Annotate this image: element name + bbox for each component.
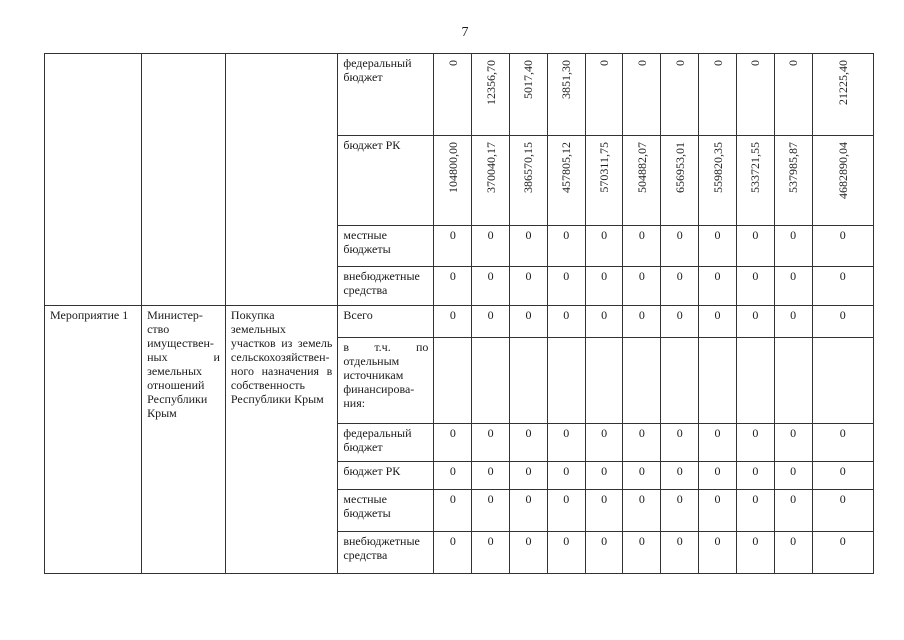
cell-value: 0 — [752, 464, 759, 478]
table-cell — [547, 136, 585, 226]
cell-value: 0 — [449, 492, 456, 506]
cell-value: 0 — [839, 534, 846, 548]
cell-value: 0 — [445, 60, 460, 66]
cell-value: 0 — [839, 308, 846, 322]
cell-value: 0 — [839, 492, 846, 506]
cell-value: 0 — [676, 228, 683, 242]
table-cell — [510, 226, 548, 267]
table-cell — [736, 462, 774, 490]
cell-value: 0 — [790, 308, 797, 322]
table-cell — [547, 267, 585, 306]
cell-value: 0 — [748, 60, 763, 66]
cell-value: 0 — [601, 308, 608, 322]
table-cell — [472, 532, 510, 574]
cell-value: 0 — [839, 464, 846, 478]
source-label: местные бюджеты — [338, 490, 434, 532]
table-cell — [434, 267, 472, 306]
table-cell — [585, 226, 623, 267]
cell-value: 0 — [563, 492, 570, 506]
table-cell — [585, 462, 623, 490]
table-cell-empty — [547, 338, 585, 424]
cell-value: 0 — [638, 308, 645, 322]
cell-value: 0 — [487, 464, 494, 478]
table-cell — [510, 424, 548, 462]
table-cell-empty — [472, 338, 510, 424]
table-cell — [812, 532, 873, 574]
source-label: внебюджетные средства — [338, 267, 434, 306]
table-cell — [623, 462, 661, 490]
cell-value: 0 — [634, 60, 649, 66]
cell-value: 0 — [786, 60, 801, 66]
table-cell — [547, 226, 585, 267]
table-cell-empty — [661, 338, 699, 424]
description-cell-empty — [225, 54, 337, 306]
executor-name: Министер-ство имуществен-ных и земельных отношений Республики Крым — [142, 306, 226, 574]
table-row — [45, 306, 874, 338]
cell-value: 0 — [487, 534, 494, 548]
table-row — [45, 54, 874, 136]
table-cell — [623, 226, 661, 267]
cell-value: 0 — [601, 534, 608, 548]
budget-table — [44, 53, 874, 574]
cell-value: 0 — [752, 534, 759, 548]
table-cell — [661, 532, 699, 574]
table-cell — [472, 54, 510, 136]
table-cell — [661, 490, 699, 532]
table-cell — [774, 424, 812, 462]
cell-value: 0 — [676, 464, 683, 478]
cell-value: 0 — [676, 534, 683, 548]
table-cell — [547, 462, 585, 490]
cell-value: 0 — [525, 308, 532, 322]
cell-value: 0 — [563, 464, 570, 478]
table-cell — [699, 226, 737, 267]
table-cell — [623, 267, 661, 306]
source-label: местные бюджеты — [338, 226, 434, 267]
table-cell — [812, 490, 873, 532]
cell-value: 0 — [601, 269, 608, 283]
cell-value: 0 — [638, 228, 645, 242]
table-cell — [774, 226, 812, 267]
cell-value: 0 — [752, 426, 759, 440]
cell-value: 0 — [714, 534, 721, 548]
table-cell — [661, 226, 699, 267]
table-cell — [585, 424, 623, 462]
table-cell — [774, 267, 812, 306]
table-cell — [736, 306, 774, 338]
table-cell-empty — [585, 338, 623, 424]
table-cell — [623, 424, 661, 462]
cell-value: 570311,75 — [597, 142, 612, 193]
table-cell — [699, 267, 737, 306]
table-cell — [699, 532, 737, 574]
table-cell — [736, 136, 774, 226]
cell-value: 0 — [752, 308, 759, 322]
table-cell — [585, 267, 623, 306]
cell-value: 0 — [790, 534, 797, 548]
table-cell — [623, 490, 661, 532]
table-cell — [585, 532, 623, 574]
table-cell — [812, 306, 873, 338]
cell-value: 0 — [790, 228, 797, 242]
cell-value: 0 — [525, 426, 532, 440]
table-cell — [812, 424, 873, 462]
table-cell — [774, 490, 812, 532]
cell-value: 533721,55 — [748, 142, 763, 193]
source-label: бюджет РК — [338, 462, 434, 490]
table-cell — [699, 462, 737, 490]
cell-value: 0 — [449, 228, 456, 242]
executor-cell-empty — [142, 54, 226, 306]
table-cell — [472, 306, 510, 338]
cell-value: 0 — [601, 228, 608, 242]
table-cell — [434, 226, 472, 267]
table-cell — [547, 490, 585, 532]
table-cell — [774, 532, 812, 574]
table-cell — [661, 54, 699, 136]
table-cell — [699, 136, 737, 226]
cell-value: 3851,30 — [559, 60, 574, 99]
cell-value: 0 — [839, 228, 846, 242]
cell-value: 0 — [839, 426, 846, 440]
cell-value: 0 — [752, 228, 759, 242]
source-label: федеральный бюджет — [338, 54, 434, 136]
table-cell — [510, 462, 548, 490]
table-cell — [472, 226, 510, 267]
cell-value: 537985,87 — [786, 142, 801, 193]
table-cell — [510, 306, 548, 338]
table-cell — [434, 424, 472, 462]
table-cell — [434, 462, 472, 490]
table-cell — [623, 306, 661, 338]
source-label: внебюджетные средства — [338, 532, 434, 574]
cell-value: 0 — [714, 269, 721, 283]
cell-value: 0 — [752, 269, 759, 283]
table-cell-empty — [434, 338, 472, 424]
table-cell — [547, 424, 585, 462]
cell-value: 0 — [449, 269, 456, 283]
cell-value: 0 — [638, 269, 645, 283]
table-cell — [736, 532, 774, 574]
cell-value: 0 — [525, 534, 532, 548]
cell-value: 104800,00 — [445, 142, 460, 193]
cell-value: 0 — [714, 228, 721, 242]
table-cell — [699, 54, 737, 136]
table-cell — [774, 136, 812, 226]
table-cell — [623, 54, 661, 136]
cell-value: 0 — [710, 60, 725, 66]
table-cell — [774, 306, 812, 338]
table-cell — [623, 136, 661, 226]
cell-value: 0 — [525, 228, 532, 242]
cell-value: 0 — [525, 492, 532, 506]
table-cell — [585, 490, 623, 532]
measure-description: Покупка земельных участков из земель сельскохозяйствен-ного назначения в собственность Республики Крым — [225, 306, 337, 574]
measure-cell-empty — [45, 54, 142, 306]
cell-value: 370040,17 — [483, 142, 498, 193]
cell-value: 0 — [525, 464, 532, 478]
cell-value: 4682890,04 — [835, 142, 850, 199]
table-cell — [736, 54, 774, 136]
table-cell — [434, 532, 472, 574]
cell-value: 0 — [676, 426, 683, 440]
table-cell — [547, 306, 585, 338]
cell-value: 0 — [714, 464, 721, 478]
cell-value: 0 — [563, 269, 570, 283]
cell-value: 0 — [676, 492, 683, 506]
by-sources-label: в т.ч. по отдельным источникам финансирова-ния: — [338, 338, 434, 424]
table-cell — [661, 462, 699, 490]
cell-value: 0 — [449, 464, 456, 478]
table-cell — [472, 267, 510, 306]
table-cell — [736, 424, 774, 462]
cell-value: 457805,12 — [559, 142, 574, 193]
cell-value: 0 — [790, 464, 797, 478]
table-cell — [736, 226, 774, 267]
table-cell — [585, 306, 623, 338]
page-number: 7 — [461, 25, 469, 40]
cell-value: 0 — [563, 534, 570, 548]
cell-value: 0 — [487, 228, 494, 242]
table-cell — [434, 306, 472, 338]
cell-value: 0 — [752, 492, 759, 506]
table-cell — [812, 462, 873, 490]
table-cell — [434, 136, 472, 226]
cell-value: 21225,40 — [835, 60, 850, 105]
cell-value: 0 — [714, 426, 721, 440]
table-cell — [585, 136, 623, 226]
table-cell — [699, 424, 737, 462]
table-cell — [736, 490, 774, 532]
table-cell — [812, 54, 873, 136]
cell-value: 0 — [525, 269, 532, 283]
table-cell — [661, 424, 699, 462]
table-cell — [661, 267, 699, 306]
table-cell — [736, 267, 774, 306]
table-cell — [472, 424, 510, 462]
cell-value: 0 — [601, 492, 608, 506]
source-label: федеральный бюджет — [338, 424, 434, 462]
table-cell — [510, 267, 548, 306]
cell-value: 0 — [601, 426, 608, 440]
cell-value: 0 — [449, 426, 456, 440]
source-label: бюджет РК — [338, 136, 434, 226]
cell-value: 0 — [790, 269, 797, 283]
table-cell — [661, 136, 699, 226]
source-label-total: Всего — [338, 306, 434, 338]
table-cell — [661, 306, 699, 338]
cell-value: 0 — [563, 426, 570, 440]
table-cell — [434, 54, 472, 136]
cell-value: 0 — [638, 464, 645, 478]
cell-value: 0 — [563, 228, 570, 242]
cell-value: 386570,15 — [521, 142, 536, 193]
table-cell-empty — [736, 338, 774, 424]
table-cell — [472, 136, 510, 226]
table-cell-empty — [623, 338, 661, 424]
table-cell — [510, 532, 548, 574]
table-cell — [434, 490, 472, 532]
table-cell — [774, 462, 812, 490]
cell-value: 0 — [638, 426, 645, 440]
table-cell-empty — [774, 338, 812, 424]
table-cell — [623, 532, 661, 574]
table-cell — [585, 54, 623, 136]
cell-value: 0 — [714, 492, 721, 506]
table-cell — [510, 136, 548, 226]
cell-value: 0 — [487, 426, 494, 440]
table-cell — [699, 490, 737, 532]
table-cell — [812, 136, 873, 226]
cell-value: 0 — [638, 534, 645, 548]
table-cell-empty — [699, 338, 737, 424]
cell-value: 559820,35 — [710, 142, 725, 193]
table-cell — [472, 490, 510, 532]
cell-value: 0 — [839, 269, 846, 283]
cell-value: 0 — [601, 464, 608, 478]
cell-value: 0 — [449, 534, 456, 548]
cell-value: 504882,07 — [634, 142, 649, 193]
cell-value: 0 — [487, 308, 494, 322]
cell-value: 0 — [487, 269, 494, 283]
cell-value: 0 — [676, 269, 683, 283]
table-cell — [510, 490, 548, 532]
cell-value: 0 — [790, 426, 797, 440]
table-cell — [472, 462, 510, 490]
cell-value: 0 — [714, 308, 721, 322]
table-cell — [699, 306, 737, 338]
cell-value: 0 — [638, 492, 645, 506]
cell-value: 5017,40 — [521, 60, 536, 99]
cell-value: 0 — [672, 60, 687, 66]
cell-value: 0 — [790, 492, 797, 506]
table-cell — [547, 54, 585, 136]
cell-value: 0 — [676, 308, 683, 322]
table-cell — [812, 226, 873, 267]
cell-value: 0 — [487, 492, 494, 506]
table-cell-empty — [812, 338, 873, 424]
table-cell — [547, 532, 585, 574]
measure-name: Мероприятие 1 — [45, 306, 142, 574]
cell-value: 0 — [449, 308, 456, 322]
table-cell-empty — [510, 338, 548, 424]
cell-value: 0 — [597, 60, 612, 66]
table-cell — [774, 54, 812, 136]
table-cell — [812, 267, 873, 306]
table-cell — [510, 54, 548, 136]
cell-value: 12356,70 — [483, 60, 498, 105]
cell-value: 656953,01 — [672, 142, 687, 193]
cell-value: 0 — [563, 308, 570, 322]
